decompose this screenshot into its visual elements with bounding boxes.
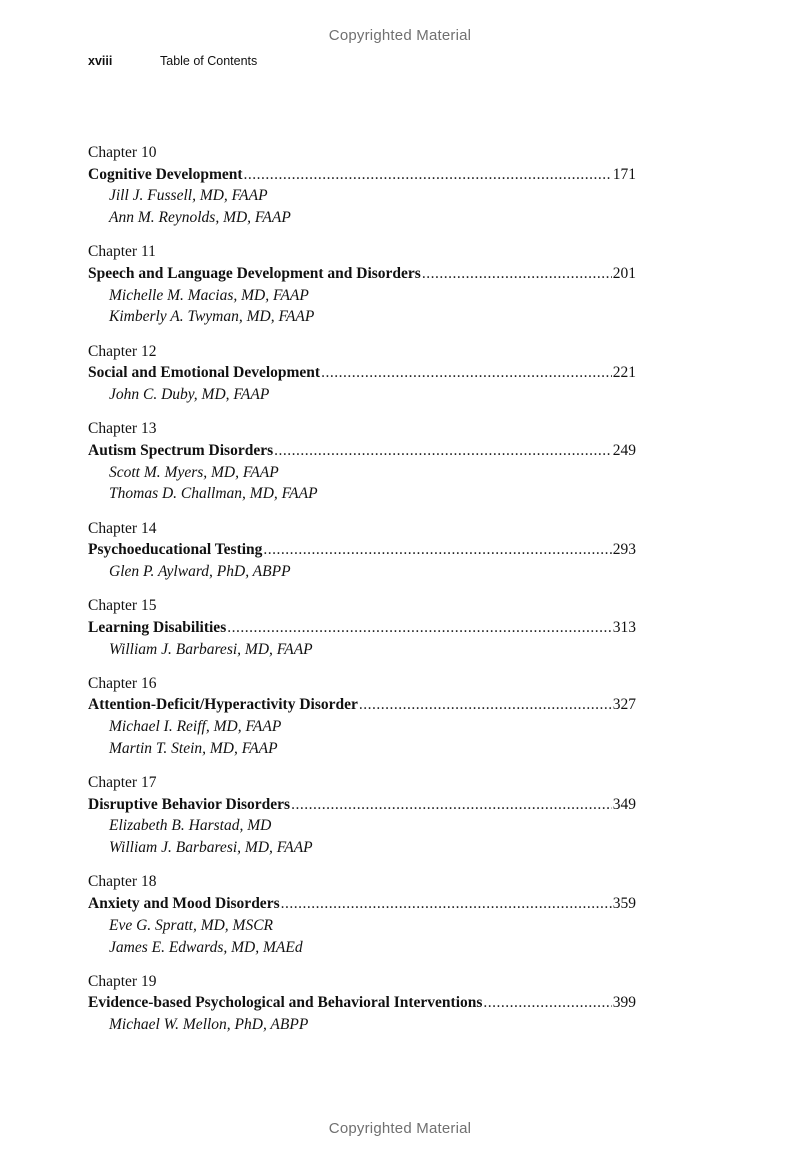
chapter-author: Scott M. Myers, MD, FAAP [109,463,279,481]
chapter-author: Ann M. Reynolds, MD, FAAP [109,209,291,227]
chapter-author: Thomas D. Challman, MD, FAAP [109,485,318,503]
chapter-author: Eve G. Spratt, MD, MSCR [109,916,274,934]
toc-entry [88,418,636,505]
chapter-author: Glen P. Aylward, PhD, ABPP [109,562,291,580]
chapter-author: Jill J. Fussell, MD, FAAP [109,187,268,205]
page-number: 201 [612,265,636,283]
page-number: 293 [612,541,636,559]
toc-entry [88,518,636,583]
watermark-top: Copyrighted Material [328,27,472,44]
dot-leader [483,992,611,1014]
chapter-title: Learning Disabilities [88,618,227,636]
chapter-title-row [88,263,636,285]
chapter-title-row [88,362,636,384]
watermark-bottom: Copyrighted Material [328,1120,472,1137]
chapter-title-row [88,893,636,915]
page-number: 349 [612,795,636,813]
toc-entry [88,341,636,406]
chapter-title: Psychoeducational Testing [88,541,263,559]
chapter-author: Elizabeth B. Harstad, MD [109,817,272,835]
toc-entry [88,772,636,859]
table-of-contents [88,142,636,1048]
chapter-title-row [88,440,636,462]
page-folio: xviii [88,54,113,68]
chapter-author: Kimberly A. Twyman, MD, FAAP [109,308,315,326]
toc-entry [88,971,636,1036]
chapter-author: Michelle M. Macias, MD, FAAP [109,286,309,304]
dot-leader [263,539,611,561]
chapter-label: Chapter 18 [88,873,157,891]
chapter-title: Disruptive Behavior Disorders [88,795,291,813]
toc-entry [88,595,636,660]
chapter-title-row [88,164,636,186]
dot-leader [422,263,612,285]
running-head [88,54,257,68]
page-number: 399 [612,994,636,1012]
dot-leader [291,794,612,816]
chapter-author: John C. Duby, MD, FAAP [109,386,270,404]
chapter-label: Chapter 11 [88,243,156,261]
chapter-title-row [88,694,636,716]
chapter-title-row [88,617,636,639]
chapter-label: Chapter 15 [88,597,157,615]
page-number: 171 [612,165,636,183]
chapter-author: Michael W. Mellon, PhD, ABPP [109,1016,309,1034]
chapter-title: Attention-Deficit/Hyperactivity Disorder [88,696,358,714]
page-number: 327 [612,696,636,714]
chapter-label: Chapter 10 [88,144,157,161]
toc-entry [88,871,636,958]
chapter-author: William J. Barbaresi, MD, FAAP [109,839,313,857]
dot-leader [321,362,612,384]
chapter-title: Anxiety and Mood Disorders [88,895,280,913]
chapter-title: Evidence-based Psychological and Behavioral Interventions [88,994,483,1012]
chapter-author: Martin T. Stein, MD, FAAP [109,739,278,757]
chapter-title: Cognitive Development [88,165,243,183]
chapter-title-row [88,794,636,816]
toc-entry [88,673,636,760]
page-number: 359 [612,895,636,913]
chapter-author: Michael I. Reiff, MD, FAAP [109,718,282,736]
dot-leader [359,694,612,716]
chapter-label: Chapter 19 [88,972,157,990]
chapter-title: Autism Spectrum Disorders [88,441,274,459]
toc-entry [88,241,636,328]
page-number: 313 [612,618,636,636]
dot-leader [244,164,612,186]
chapter-author: James E. Edwards, MD, MAEd [109,938,303,956]
toc-entry [88,142,636,229]
chapter-title-row [88,992,636,1014]
chapter-title: Social and Emotional Development [88,364,321,382]
chapter-title-row [88,539,636,561]
chapter-author: William J. Barbaresi, MD, FAAP [109,640,313,658]
page-number: 249 [612,441,636,459]
dot-leader [281,893,612,915]
section-title: Table of Contents [160,54,258,68]
chapter-label: Chapter 17 [88,774,157,792]
page-number: 221 [612,364,636,382]
chapter-label: Chapter 12 [88,342,157,360]
chapter-label: Chapter 16 [88,674,157,692]
chapter-title: Speech and Language Development and Disorders [88,265,421,283]
dot-leader [227,617,612,639]
dot-leader [274,440,612,462]
chapter-label: Chapter 13 [88,420,157,438]
chapter-label: Chapter 14 [88,519,157,537]
